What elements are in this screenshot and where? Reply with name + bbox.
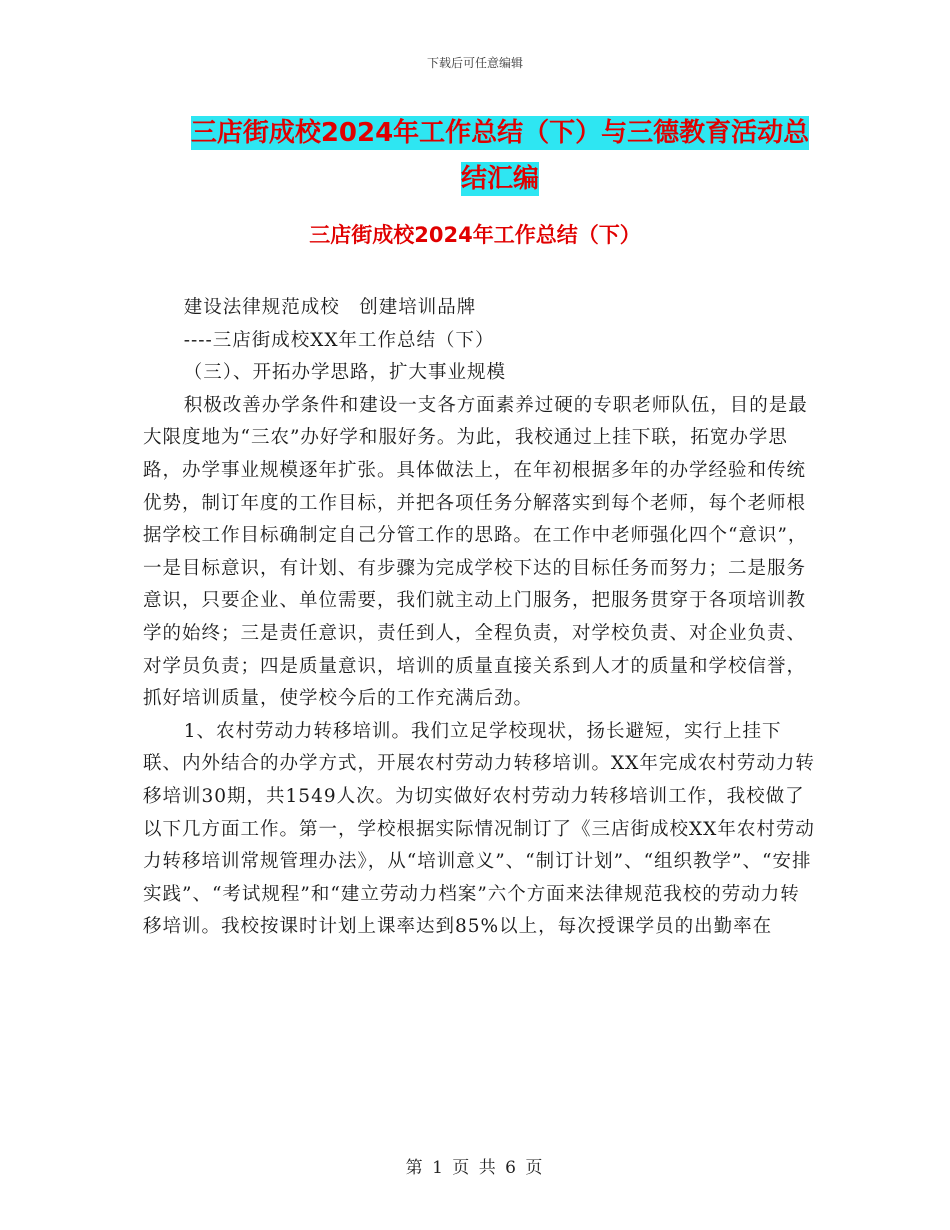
paragraph: 1、农村劳动力转移培训。我们立足学校现状，扬长避短，实行上挂下联、内外结合的办学方式，开展农村劳动力转移培训。XX年完成农村劳动力转移培训30期，共1549人次。为切实做好农村劳动力转移培训工作，我校做了以下几方面工作。第一，学校根据实际情况制订了《三店街成校XX年农村劳动力转移培训常规管理办法》，从“培训意义”、“制订计划”、“组织教学”、“安排实践”、“考试规程”和“建立劳动力档案”六个方面来法律规范我校的劳动力转移培训。我校按课时计划上课率达到85%以上，每次授课学员的出勤率在: [143, 720, 815, 938]
report-subtitle-line: ----三店街成校XX年工作总结（下）: [183, 329, 495, 351]
document-main-title: [140, 110, 860, 202]
slogan: 建设法律规范成校 创建培训品牌: [183, 297, 477, 318]
section-title: 三店街成校2024年工作总结（下）: [309, 223, 641, 247]
paragraph: 积极改善办学条件和建设一支各方面素养过硬的专职老师队伍，目的是最大限度地为“三农”办好学和服好务。为此，我校通过上挂下联，拓宽办学思路，办学事业规模逐年扩张。具体做法上，在年初根据多年的办学经验和传统优势，制订年度的工作目标，并把各项任务分解落实到每个老师，每个老师根据学校工作目标确制定自己分管工作的思路。在工作中老师强化四个“意识”，一是目标意识，有计划、有步骤为完成学校下达的目标任务而努力；二是服务意识，只要企业、单位需要，我们就主动上门服务，把服务贯穿于各项培训教学的始终；三是责任意识，责任到人，全程负责，对学校负责、对企业负责、对学员负责；四是质量意识，培训的质量直接关系到人才的质量和学校信誉，抓好培训质量，使学校今后的工作充满后劲。: [143, 394, 808, 710]
document-body: [143, 292, 815, 944]
main-title-line2: 结汇编: [460, 164, 539, 194]
section-heading: （三）、开拓办学思路，扩大事业规模: [183, 362, 506, 384]
page-number: 第 1 页 共 6 页: [405, 1158, 545, 1178]
main-title-line1: 三店街成校2024年工作总结（下）与三德教育活动总: [190, 118, 810, 148]
header-note: 下载后可任意编辑: [426, 56, 523, 70]
